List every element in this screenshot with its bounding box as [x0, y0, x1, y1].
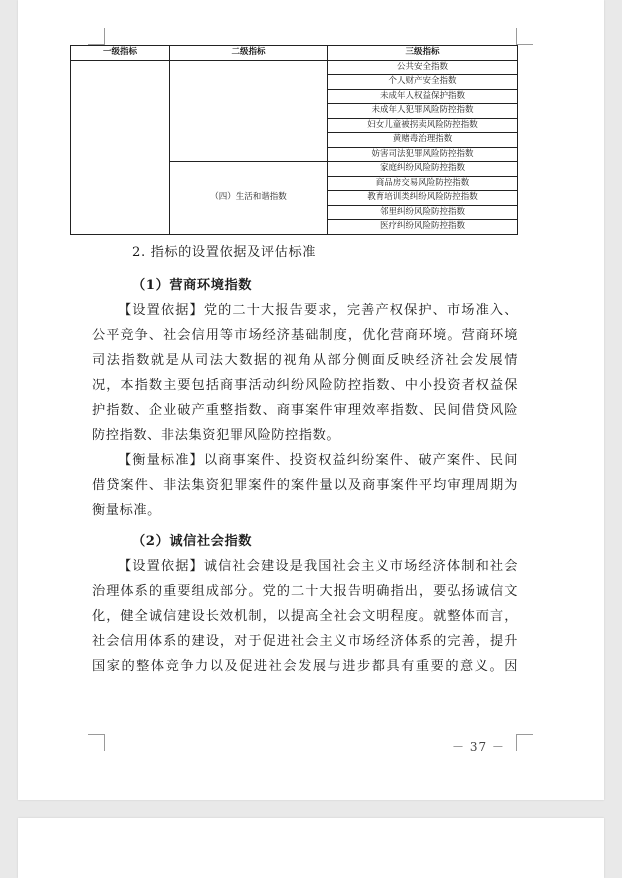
paragraph-line: 借贷案件、非法集资犯罪案件的案件量以及商事案件平均审理周期为	[92, 478, 518, 493]
paragraph-line: 国家的整体竞争力以及促进社会发展与进步都具有重要的意义。因	[92, 659, 518, 674]
paragraph-line: 【设置依据】党的二十大报告要求，完善产权保护、市场准入、	[118, 303, 518, 318]
table-cell: 未成年人权益保护指数	[328, 89, 518, 104]
document-body	[92, 240, 518, 679]
table-cell: 教育培训类纠纷风险防控指数	[328, 191, 518, 206]
crop-mark-top-right	[516, 28, 533, 45]
table-cell: 个人财产安全指数	[328, 75, 518, 90]
table-cell: 家庭纠纷风险防控指数	[328, 162, 518, 177]
paragraph-line: 衡量标准。	[92, 503, 161, 518]
subsection-title-integrity: （2）诚信社会指数	[132, 534, 253, 549]
paragraph-line: 防控指数、非法集资犯罪风险防控指数。	[92, 428, 341, 443]
header-level-3: 三级指标	[328, 46, 518, 61]
index-table	[70, 45, 518, 235]
paragraph-line: 【衡量标准】以商事案件、投资权益纠纷案件、破产案件、民间	[118, 453, 518, 468]
table-cell: 未成年人犯罪风险防控指数	[328, 104, 518, 119]
table-cell: 公共安全指数	[328, 60, 518, 75]
paragraph-line: 化，健全诚信建设长效机制，以提高全社会文明程度。就整体而言，	[92, 609, 518, 624]
header-level-1: 一级指标	[71, 46, 170, 61]
paragraph-line: 公平竞争、社会信用等市场经济基础制度，优化营商环境。营商环境	[92, 328, 518, 343]
table-row	[71, 60, 518, 75]
paragraph-line: 治理体系的重要组成部分。党的二十大报告明确指出，要弘扬诚信文	[92, 584, 518, 599]
page-number: － 37 －	[452, 740, 505, 754]
level-1-cell	[71, 60, 170, 234]
header-level-2: 二级指标	[170, 46, 328, 61]
paragraph-line: 社会信用体系的建设，对于促进社会主义市场经济体系的完善，提升	[92, 634, 518, 649]
crop-mark-bottom-left	[88, 734, 105, 751]
table-cell: 医疗纠纷风险防控指数	[328, 220, 518, 235]
level-2-cell-group-a	[170, 60, 328, 162]
paragraph-line: 【设置依据】诚信社会建设是我国社会主义市场经济体制和社会	[118, 559, 518, 574]
crop-mark-top-left	[88, 28, 105, 45]
table-header-row	[71, 46, 518, 61]
next-page	[18, 818, 604, 878]
level-2-cell-life-harmony: （四）生活和谐指数	[170, 162, 328, 235]
table-cell: 妨害司法犯罪风险防控指数	[328, 147, 518, 162]
paragraph-line: 司法指数就是从司法大数据的视角从部分侧面反映经济社会发展情	[92, 353, 518, 368]
crop-mark-bottom-right	[516, 734, 533, 751]
section-title: 2. 指标的设置依据及评估标准	[132, 245, 317, 260]
table-cell: 妇女儿童被拐卖风险防控指数	[328, 118, 518, 133]
table-cell: 商品房交易风险防控指数	[328, 176, 518, 191]
subsection-title-business: （1）营商环境指数	[132, 278, 253, 293]
paragraph-line: 护指数、企业破产重整指数、商事案件审理效率指数、民间借贷风险	[92, 403, 518, 418]
table-cell: 邻里纠纷风险防控指数	[328, 205, 518, 220]
paragraph-line: 况，本指数主要包括商事活动纠纷风险防控指数、中小投资者权益保	[92, 378, 518, 393]
table-cell: 黄赌毒治理指数	[328, 133, 518, 148]
